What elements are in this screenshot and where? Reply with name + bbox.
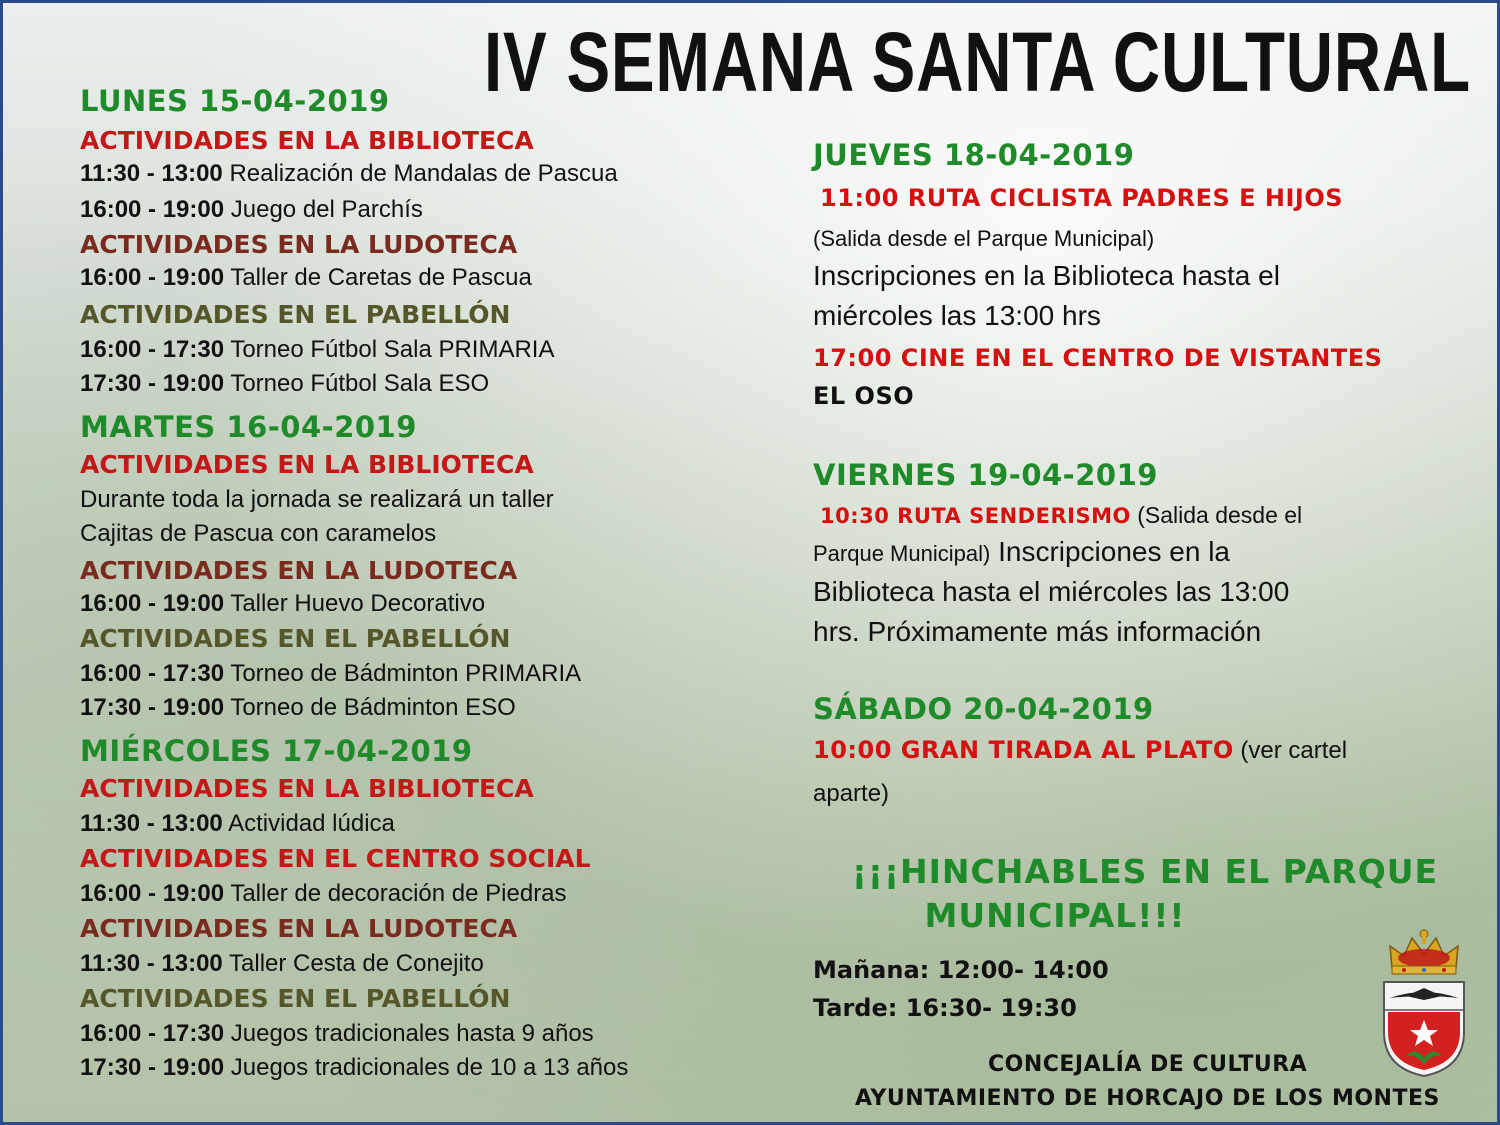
event-line: 10:30 RUTA SENDERISMO (Salida desde el [820,502,1303,528]
section-heading: ACTIVIDADES EN LA LUDOTECA [80,556,518,585]
activity-row: 11:30 - 13:00 Actividad lúdica [80,810,395,837]
schedule-afternoon: Tarde: 16:30- 19:30 [813,994,1077,1022]
section-heading: ACTIVIDADES EN LA LUDOTECA [80,230,518,259]
event-text: Inscripciones en la Biblioteca hasta el [813,260,1280,291]
activity-row: 16:00 - 19:00 Taller Huevo Decorativo [80,590,486,617]
activity-row: 17:30 - 19:00 Juegos tradicionales de 10 a 13 años [80,1054,629,1081]
day-martes: MARTES 16-04-2019 [80,410,417,444]
section-heading: ACTIVIDADES EN LA LUDOTECA [80,914,518,943]
event-text: miércoles las 13:00 hrs [813,300,1101,331]
activity-row: 17:30 - 19:00 Torneo Fútbol Sala ESO [80,370,490,397]
section-heading: ACTIVIDADES EN LA BIBLIOTECA [80,450,534,479]
activity-text: Cajitas de Pascua con caramelos [80,520,437,547]
day-miercoles: MIÉRCOLES 17-04-2019 [80,734,473,768]
activity-row: 16:00 - 19:00 Taller de Caretas de Pascua [80,264,532,291]
schedule-morning: Mañana: 12:00- 14:00 [813,956,1109,984]
footer-ayuntamiento: AYUNTAMIENTO DE HORCAJO DE LOS MONTES [855,1086,1440,1111]
activity-row: 16:00 - 17:30 Torneo Fútbol Sala PRIMARIA [80,336,555,363]
event-line: Parque Municipal) Inscripciones en la [813,536,1230,567]
event-title: 17:00 CINE EN EL CENTRO DE VISTANTES [813,344,1383,372]
coat-of-arms-icon [1380,928,1468,1078]
activity-row: 16:00 - 17:30 Juegos tradicionales hasta 9 años [80,1020,594,1047]
activity-row: 17:30 - 19:00 Torneo de Bádminton ESO [80,694,516,721]
activity-row: 16:00 - 19:00 Taller de decoración de Piedras [80,880,567,907]
event-text: Biblioteca hasta el miércoles las 13:00 [813,576,1290,607]
section-heading: ACTIVIDADES EN LA BIBLIOTECA [80,126,534,155]
day-sabado: SÁBADO 20-04-2019 [813,692,1154,726]
day-lunes: LUNES 15-04-2019 [80,84,390,118]
section-heading: ACTIVIDADES EN LA BIBLIOTECA [80,774,534,803]
event-text: hrs. Próximamente más información [813,616,1262,647]
activity-row: 16:00 - 17:30 Torneo de Bádminton PRIMARIA [80,660,582,687]
activity-row: 16:00 - 19:00 Juego del Parchís [80,196,423,223]
event-text: (Salida desde el Parque Municipal) [813,226,1155,251]
activity-row: 11:30 - 13:00 Realización de Mandalas de Pascua [80,160,618,187]
footer-concejalia: CONCEJALÍA DE CULTURA [988,1052,1308,1077]
activity-text: Durante toda la jornada se realizará un taller [80,486,554,513]
section-heading: ACTIVIDADES EN EL PABELLÓN [80,300,511,329]
event-line: 10:00 GRAN TIRADA AL PLATO (ver cartel [813,736,1348,764]
event-text: aparte) [813,780,890,807]
hinchables-title-line2: MUNICIPAL!!! [924,896,1186,935]
section-heading: ACTIVIDADES EN EL PABELLÓN [80,624,511,653]
event-title: EL OSO [813,382,915,410]
page-title: IV SEMANA SANTA CULTURAL [484,15,1471,109]
activity-row: 11:30 - 13:00 Taller Cesta de Conejito [80,950,484,977]
day-jueves: JUEVES 18-04-2019 [813,138,1135,172]
day-viernes: VIERNES 19-04-2019 [813,458,1158,492]
event-title: 11:00 RUTA CICLISTA PADRES E HIJOS [820,184,1344,212]
hinchables-title-line1: ¡¡¡HINCHABLES EN EL PARQUE [851,852,1439,891]
section-heading: ACTIVIDADES EN EL PABELLÓN [80,984,511,1013]
section-heading: ACTIVIDADES EN EL CENTRO SOCIAL [80,844,591,873]
